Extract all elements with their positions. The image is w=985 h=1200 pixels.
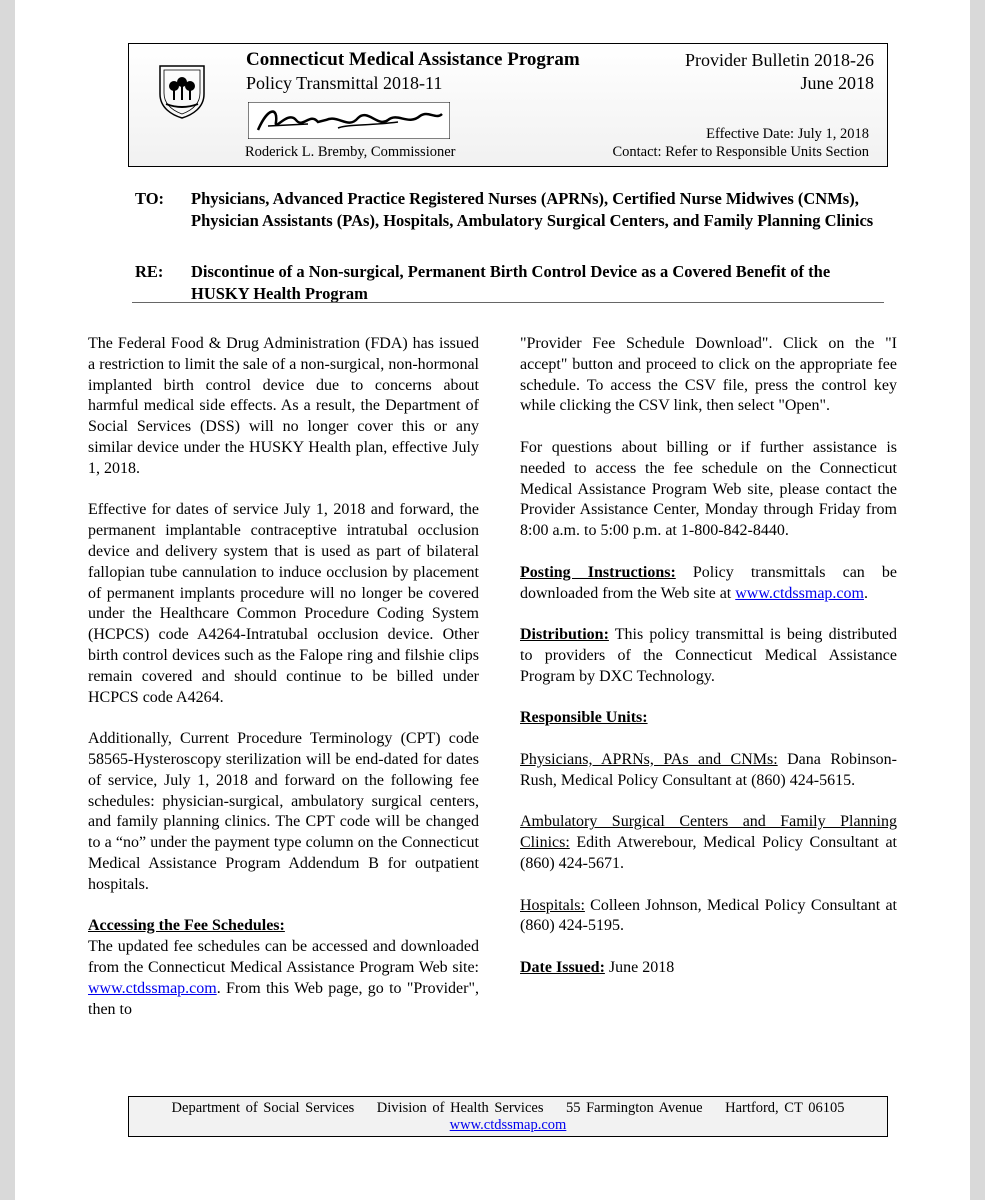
program-name: Connecticut Medical Assistance Program [246,49,580,70]
fda-restriction-paragraph: The Federal Food & Drug Administration (FDA) has issued a restriction to limit the sale of a non-surgical, non-hormonal implanted birth control device due to concerns about harmful medical side effects. As a result, the Department of Social Services (DSS) will no longer cover this or any similar device under the HUSKY Health plan, effective July 1, 2018. [88,335,479,477]
footer-department: Department of Social Services [171,1100,355,1116]
unit-ambulatory-label: Ambulatory Surgical Centers and Family Planning Clinics: [520,813,897,852]
right-column [520,334,897,1000]
bulletin-header [128,43,888,167]
responsible-units-heading: Responsible Units: [520,709,648,727]
posting-instructions-text: Policy transmittals can be downloaded from the Web site at [520,563,897,602]
fee-download-paragraph: "Provider Fee Schedule Download". Click on the "I accept" button and proceed to click on the appropriate fee schedule. To access the CSV file, press the control key while clicking the CSV link, then select "Open". [520,335,897,415]
header-divider [132,302,884,303]
to-label: TO: [135,189,165,208]
unit-physicians-label: Physicians, APRNs, PAs and CNMs: [520,750,778,768]
re-subject: Discontinue of a Non-surgical, Permanent Birth Control Device as a Covered Benefit of the HUSKY Health Program [191,262,831,303]
state-seal-icon [152,60,212,120]
unit-hospitals [520,896,897,938]
billing-questions-paragraph: For questions about billing or if further assistance is needed to access the fee schedule on the Connecticut Medical Assistance Program Web site, please contact the Provider Assistance Center, Monday through Friday from 8:00 a.m. to 5:00 p.m. at 1-800-842-8440. [520,438,897,540]
commissioner-name: Roderick L. Bremby, Commissioner [245,144,456,160]
re-label: RE: [135,262,164,281]
provider-bulletin: Provider Bulletin 2018-26 [685,50,874,70]
unit-hospitals-label: Hospitals: [520,896,585,914]
effective-date: Effective Date: July 1, 2018 [706,126,869,142]
unit-physicians-contact: Dana Robinson-Rush, Medical Policy Consultant at (860) 424-5615. [520,750,898,789]
date-issued [520,958,897,979]
date-issued-label: Date Issued: [520,958,605,976]
footer-street: 55 Farmington Avenue [565,1100,703,1116]
date-issued-value: June 2018 [604,958,675,976]
fee-schedules-paragraph [88,937,479,1020]
to-recipients: Physicians, Advanced Practice Registered Nurses (APRNs), Certified Nurse Midwives (CNMs), Physician Assistants (PAs), Hospitals, Ambulatory Surgical Centers, and Family Planning Clinics [191,189,874,230]
footer-division: Division of Health Services [376,1100,544,1116]
document-page [15,0,970,1200]
distribution-text: This policy transmittal is being distributed to providers of the Connecticut Medical Assistance Program by DXC Technology. [520,626,897,685]
fee-schedules-text: The updated fee schedules can be accessed and downloaded from the Connecticut Medical Assistance Program Web site: [88,938,479,976]
unit-ambulatory [520,812,897,874]
unit-physicians [520,750,897,792]
posting-instructions-label: Posting Instructions: [520,563,676,581]
unit-ambulatory-contact: Edith Atwerebour, Medical Policy Consultant at (860) 424-5671. [520,834,897,872]
ctdssmap-link[interactable]: www.ctdssmap.com [88,979,217,997]
policy-transmittal: Policy Transmittal 2018-11 [246,73,443,93]
page-footer [128,1096,888,1137]
footer-ctdssmap-link[interactable]: www.ctdssmap.com [449,1117,567,1133]
commissioner-signature [248,102,450,139]
left-column [88,334,479,1020]
fee-schedules-heading: Accessing the Fee Schedules: [88,917,285,935]
posting-instructions: Posting Instructions: Policy transmittals can be downloaded from the Web site at www.ctdssmap.com. [520,563,897,602]
footer-city: Hartford, CT 06105 [725,1100,845,1116]
distribution-label: Distribution: [520,626,609,644]
contact-info: Contact: Refer to Responsible Units Section [612,144,869,160]
distribution [520,625,897,687]
cpt-code-paragraph: Additionally, Current Procedure Terminology (CPT) code 58565-Hysteroscopy sterilization will be end-dated for dates of service, July 1, 2018 and forward on the following fee schedules: physician-surgical, ambulatory surgical centers, and family planning clinics. The CPT code will be changed to a “no” under the payment type column on the Connecticut Medical Assistance Program Addendum B for outpatient hospitals. [88,730,479,893]
posting-ctdssmap-link[interactable]: www.ctdssmap.com [735,584,864,602]
bulletin-date: June 2018 [800,73,874,93]
effective-service-paragraph: Effective for dates of service July 1, 2018 and forward, the permanent implantable contraceptive intratubal occlusion device and delivery system that is used as part of bilateral fallopian tube cannulation to induce occlusion by placement of permanent implants procedure will no longer be covered under the Healthcare Common Procedure Coding System (HCPCS) code A4264-Intratubal occlusion device. Other birth control devices such as the Falope ring and filshie clips remain covered and should continue to be billed under HCPCS code A4264. [88,501,479,706]
fee-schedules-text-continued: . From this Web page, go to "Provider", then to [88,979,479,1018]
unit-hospitals-contact: Colleen Johnson, Medical Policy Consultant at (860) 424-5195. [520,896,897,935]
footer-address-line [129,1100,887,1117]
